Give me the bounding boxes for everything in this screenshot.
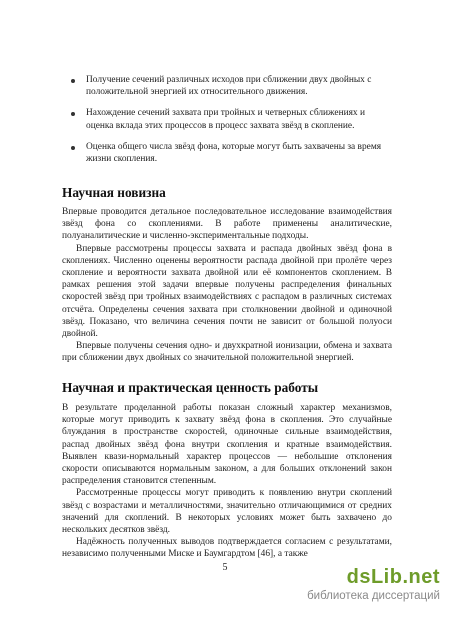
paragraph: В результате проделанной работы показан сложный характер механизмов, которые могут приводить к захвату звёзд фона в скопления. Это случайные блуждания в пространстве скоростей, одиночные сильные взаимодействия, распад двойных звёзд фона внутри скопления и кратные взаимодействия. Выявлен квази-нормальный характер процессов — небольшие отклонения скорости описываются нормальным законом, а для больших отклонений закон распределения становится степенным.: [62, 403, 392, 487]
list-item: [63, 107, 391, 131]
section-novelty-body: [62, 206, 392, 365]
section-heading-novelty: Научная новизна: [62, 185, 166, 200]
bullet-icon: [71, 146, 75, 150]
section-value-body: [62, 402, 392, 561]
watermark: [240, 566, 440, 616]
list-item: [63, 141, 391, 165]
list-item: [63, 74, 391, 98]
page-number: 5: [222, 562, 228, 573]
paragraph: Впервые проводится детальное последовательное исследование взаимодействия звёзд фона со скоплениями. В работе применены аналитические, полуаналитические и численно-экспериментальные подходы.: [62, 207, 392, 242]
list-item-text: Оценка общего числа звёзд фона, которые могут быть захвачены за время жизни скопления.: [86, 141, 382, 165]
watermark-subtitle: библиотека диссертаций: [307, 590, 440, 602]
watermark-logo: dsLib.net: [346, 566, 440, 588]
list-item-text: Получение сечений различных исходов при сближении двух двойных с положительной энергией их относительного движения.: [86, 75, 372, 98]
section-heading-value: Научная и практическая ценность работы: [62, 380, 319, 395]
bullet-icon: [71, 79, 75, 83]
paragraph: Впервые рассмотрены процессы захвата и распада двойных звёзд фона в скоплениях. Численно оценены вероятности распада двойной при пролёте через скопление и вероятности захвата двойной или её компонентов скоплением. В рамках решения этой задачи впервые получены распределения финальных скоростей звёзд при тройных взаимодействиях с распадом в различных системах отсчёта. Определены сечения захвата при столкновении двойной и одиночной звёзд. Показано, что величина сечения почти не зависит от большой полуоси двойной.: [62, 243, 392, 340]
bullet-icon: [71, 112, 75, 116]
bullet-list: [63, 74, 391, 174]
paragraph: Надёжность полученных выводов подтверждается согласием с результатами, независимо полученными Миске и Баумгардтом [46], а также: [62, 537, 392, 560]
list-item-text: Нахождение сечений захвата при тройных и четверных сближениях и оценка вклада этих процессов в процесс захвата звёзд в скопление.: [86, 108, 365, 131]
paragraph: Впервые получены сечения одно- и двухкратной ионизации, обмена и захвата при сближении двух двойных со значительной положительной энергией.: [62, 341, 392, 364]
paragraph: Рассмотренные процессы могут приводить к появлению внутри скоплений звёзд с возрастами и металличностями, значительно отличающимися от средних значений для скоплений. В некоторых условиях может быть захвачено до нескольких десятков звёзд.: [62, 488, 392, 536]
